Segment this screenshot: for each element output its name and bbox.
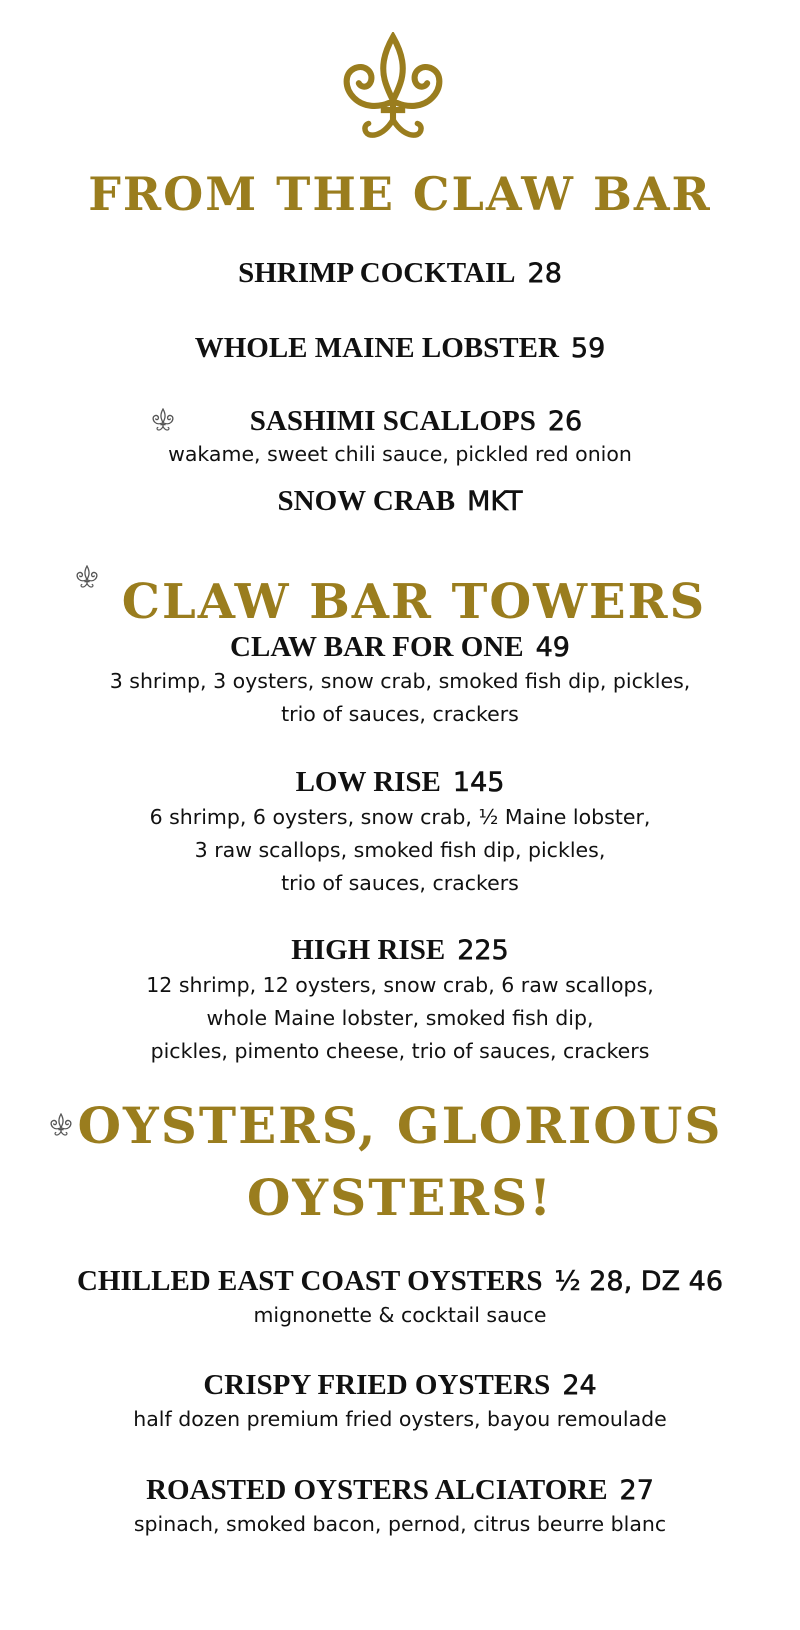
menu-item-shrimp-cocktail — [0, 256, 800, 291]
section-title-line: OYSTERS, GLORIOUS — [77, 1096, 723, 1155]
item-name: WHOLE MAINE LOBSTER — [194, 332, 559, 364]
item-name: CRISPY FRIED OYSTERS — [203, 1369, 551, 1401]
menu-item-claw-bar-for-one — [0, 630, 800, 665]
desc-line: 12 shrimp, 12 oysters, snow crab, 6 raw scallops, — [146, 973, 654, 997]
item-price: 145 — [452, 767, 505, 798]
item-name: CHILLED EAST COAST OYSTERS — [76, 1265, 543, 1297]
item-description — [0, 665, 800, 731]
menu-item-crispy-fried-oysters — [0, 1368, 800, 1403]
menu-item-roasted-oysters-alciatore — [0, 1473, 800, 1508]
menu-item-snow-crab — [0, 484, 800, 519]
item-name: HIGH RISE — [291, 934, 446, 966]
menu-item-high-rise — [0, 933, 800, 968]
menu-item-whole-maine-lobster — [0, 331, 800, 366]
item-description: spinach, smoked bacon, pernod, citrus beurre blanc — [133, 1512, 667, 1536]
item-name: SHRIMP COCKTAIL — [238, 257, 516, 289]
item-name: CLAW BAR FOR ONE — [230, 631, 524, 663]
menu-item-sashimi-scallops — [16, 404, 800, 439]
item-price: 59 — [570, 333, 606, 364]
item-price: ½ 28, DZ 46 — [554, 1266, 723, 1297]
desc-line: 3 raw scallops, smoked fish dip, pickles, — [194, 838, 606, 862]
item-description: mignonette & cocktail sauce — [253, 1303, 547, 1327]
section-title-claw-bar: FROM THE CLAW BAR — [88, 167, 712, 221]
item-price: 28 — [527, 258, 562, 289]
desc-line: trio of sauces, crackers — [281, 871, 519, 895]
item-name: LOW RISE — [295, 766, 441, 798]
item-price: 225 — [457, 935, 509, 966]
fleur-de-lis-icon — [330, 32, 456, 154]
menu-item-low-rise — [0, 765, 800, 800]
item-name: SNOW CRAB — [277, 485, 456, 517]
desc-line: 3 shrimp, 3 oysters, snow crab, smoked fish dip, pickles, — [109, 669, 691, 693]
desc-line: 6 shrimp, 6 oysters, snow crab, ½ Maine lobster, — [149, 805, 651, 829]
menu-item-chilled-east-coast-oysters — [0, 1264, 800, 1299]
item-name: ROASTED OYSTERS ALCIATORE — [146, 1474, 608, 1506]
desc-line: trio of sauces, crackers — [281, 702, 519, 726]
item-name: SASHIMI SCALLOPS — [249, 405, 536, 437]
section-title-towers: CLAW BAR TOWERS — [121, 574, 707, 630]
item-description: wakame, sweet chili sauce, pickled red onion — [168, 442, 632, 466]
item-price: 24 — [562, 1370, 597, 1401]
section-title-line: OYSTERS! — [246, 1168, 554, 1227]
section-title-oysters — [0, 1090, 800, 1234]
item-description: half dozen premium fried oysters, bayou remoulade — [133, 1407, 667, 1431]
item-price: 26 — [547, 406, 583, 437]
desc-line: whole Maine lobster, smoked fish dip, — [206, 1006, 594, 1030]
desc-line: pickles, pimento cheese, trio of sauces, crackers — [150, 1039, 650, 1063]
item-price: MKT — [467, 486, 523, 517]
item-price: 27 — [619, 1475, 654, 1506]
item-price: 49 — [535, 632, 570, 663]
item-description — [0, 801, 800, 900]
item-description — [0, 969, 800, 1068]
